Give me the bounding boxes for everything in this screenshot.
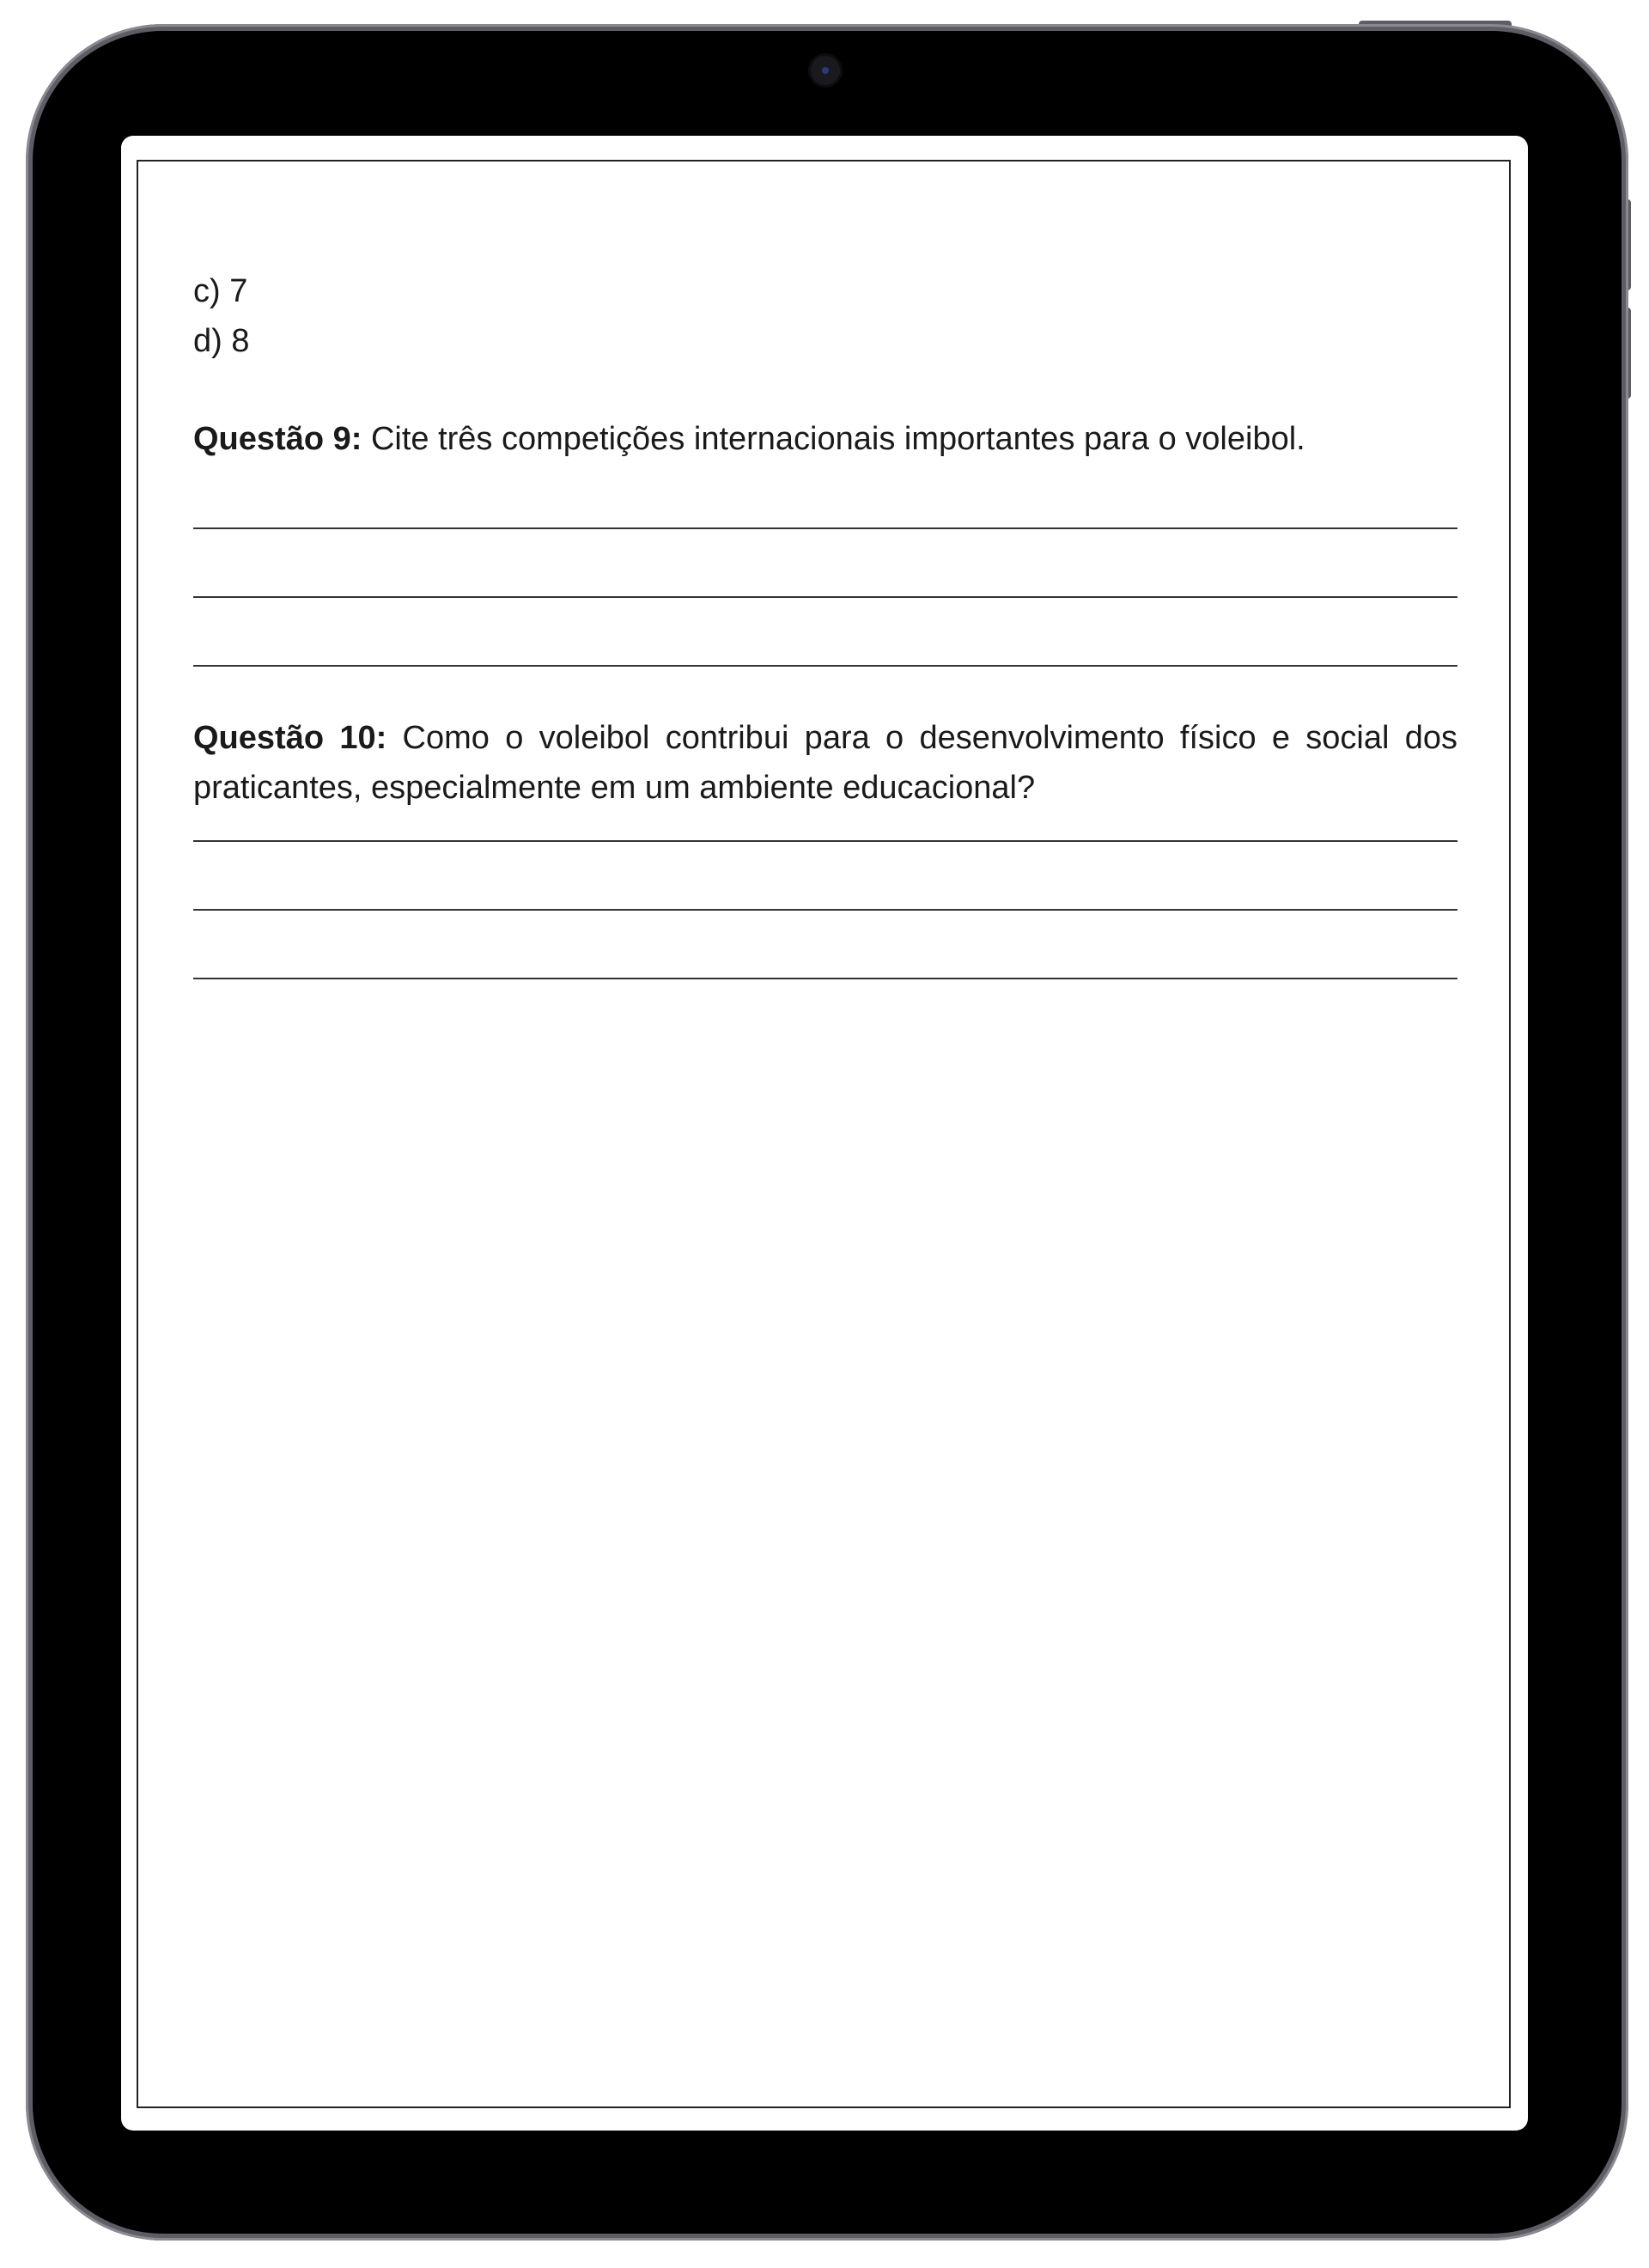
answer-line[interactable] [193,596,1457,598]
answer-option-c: c) 7 [193,273,248,309]
question-10-text: Como o voleibol contribui para o desenvolvimento físico e social dos praticantes, especialmente em um ambiente educacional? [193,720,1457,806]
answer-line[interactable] [193,665,1457,667]
answer-line[interactable] [193,527,1457,529]
tablet-screen [121,136,1528,2131]
question-9-answer-area[interactable] [193,527,1457,667]
worksheet-content [193,266,1457,979]
question-9-number: Questão 9: [193,421,362,457]
question-9 [193,414,1457,464]
question-10 [193,713,1457,813]
question-10-answer-area[interactable] [193,840,1457,979]
front-camera-icon [811,56,840,85]
question-9-text: Cite três competições internacionais importantes para o voleibol. [370,421,1305,457]
answer-line[interactable] [193,840,1457,842]
answer-option-d: d) 8 [193,323,250,359]
answer-line[interactable] [193,909,1457,911]
answer-line[interactable] [193,978,1457,979]
question-10-number: Questão 10: [193,720,387,756]
